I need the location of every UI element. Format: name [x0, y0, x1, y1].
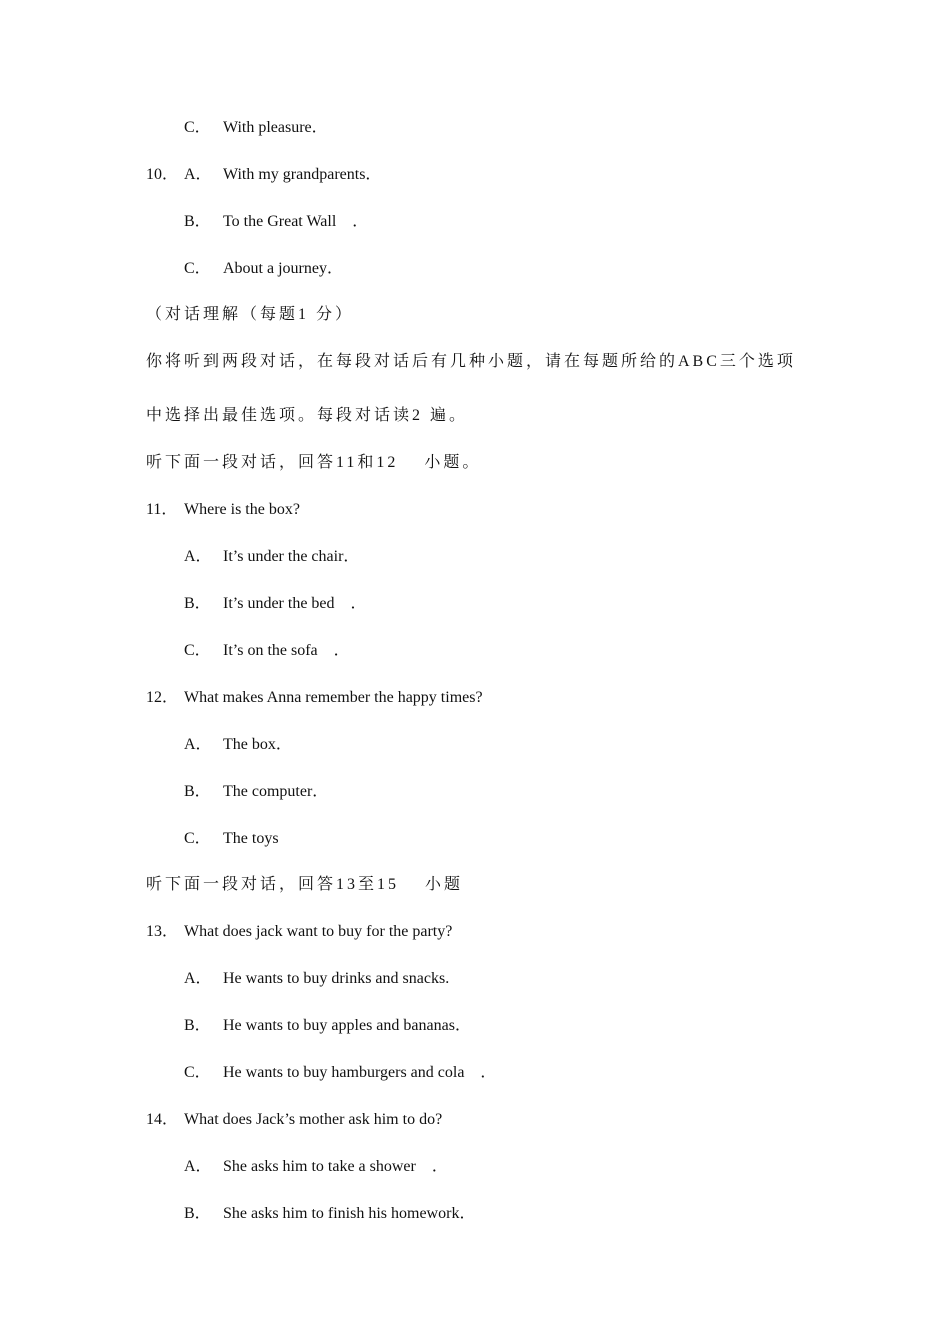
option-letter: B． [184, 783, 211, 800]
option-text: With my grandparents． [223, 166, 382, 183]
question-number: 14． [146, 1111, 179, 1128]
option-text: It’s under the bed ． [223, 595, 367, 612]
option-letter: C． [184, 642, 211, 659]
option-line [0, 1202, 476, 1226]
option-text: The box． [223, 736, 292, 753]
question-text: What does jack want to buy for the party? [184, 923, 453, 940]
option-letter: B． [184, 595, 211, 612]
question-text: What makes Anna remember the happy times? [184, 689, 483, 706]
instruction-text: 听下面一段对话，回答11和12 小题。 [146, 454, 482, 471]
option-line [0, 257, 343, 281]
option-line [0, 827, 279, 851]
question-line [0, 1108, 443, 1132]
option-text: He wants to buy apples and bananas． [223, 1017, 471, 1034]
option-letter: B． [184, 1205, 211, 1222]
question-line [0, 686, 483, 710]
option-text: The toys [223, 830, 279, 847]
option-text: About a journey． [223, 260, 343, 277]
option-letter: A． [184, 970, 212, 987]
instruction-text: 你将听到两段对话，在每段对话后有几种小题，请在每题所给的ABC三个选项 [146, 353, 796, 370]
question-number: 13． [146, 923, 179, 940]
option-text: It’s under the chair． [223, 548, 360, 565]
option-text: He wants to buy hamburgers and cola ． [223, 1064, 497, 1081]
option-text: It’s on the sofa ． [223, 642, 350, 659]
question-line [0, 920, 453, 944]
question-text: Where is the box? [184, 501, 300, 518]
instruction-line [0, 873, 464, 897]
option-letter: B． [184, 213, 211, 230]
option-line [0, 1155, 448, 1179]
option-letter: A． [184, 1158, 212, 1175]
section-heading [0, 303, 355, 327]
option-line [0, 733, 292, 757]
question-line [0, 163, 382, 187]
option-line [0, 780, 329, 804]
option-letter: C． [184, 119, 211, 136]
question-number: 12． [146, 689, 179, 706]
instruction-line [0, 404, 469, 428]
option-line [0, 1061, 497, 1085]
option-text: He wants to buy drinks and snacks. [223, 970, 450, 987]
option-letter: C． [184, 260, 211, 277]
question-number: 10． [146, 166, 179, 183]
option-text: To the Great Wall ． [223, 213, 369, 230]
option-letter: A． [184, 736, 212, 753]
option-text: She asks him to finish his homework． [223, 1205, 476, 1222]
instruction-line [0, 350, 796, 374]
option-letter: C． [184, 830, 211, 847]
option-line [0, 210, 369, 234]
option-letter: A． [184, 166, 212, 183]
option-line [0, 592, 367, 616]
instruction-line [0, 451, 482, 475]
option-text: The computer． [223, 783, 329, 800]
instruction-text: 中选择出最佳选项。每段对话读2 遍。 [146, 407, 469, 424]
option-line [0, 639, 350, 663]
option-text: With pleasure． [223, 119, 328, 136]
instruction-text: 听下面一段对话，回答13至15 小题 [146, 876, 464, 893]
question-text: What does Jack’s mother ask him to do? [184, 1111, 443, 1128]
question-line [0, 498, 300, 522]
option-line [0, 545, 360, 569]
option-text: She asks him to take a shower ． [223, 1158, 448, 1175]
option-letter: B． [184, 1017, 211, 1034]
option-line [0, 116, 328, 140]
option-line [0, 967, 450, 991]
section-heading-text: （对话理解（每题1 分） [146, 306, 355, 323]
option-line [0, 1014, 471, 1038]
option-letter: C． [184, 1064, 211, 1081]
question-number: 11． [146, 501, 178, 518]
option-letter: A． [184, 548, 212, 565]
